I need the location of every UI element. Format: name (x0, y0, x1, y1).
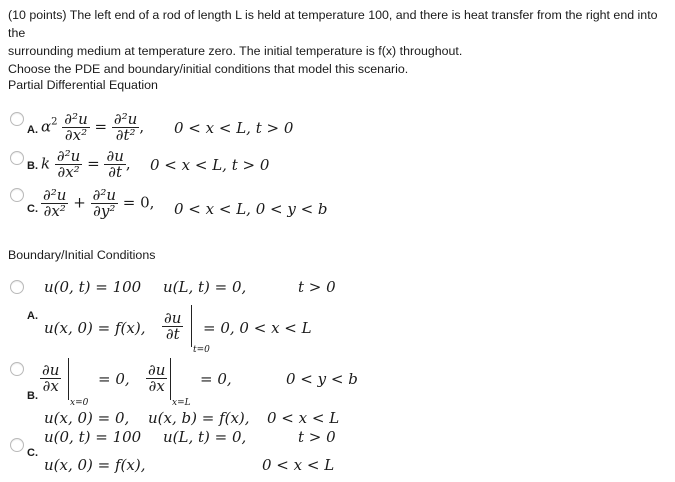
bc-option-a-right-bc: u(L, t) = 0, (163, 278, 247, 296)
bc-option-c-right-bc: u(L, t) = 0, (163, 428, 247, 446)
bc-option-b-eval-sub-left: x=0 (70, 398, 89, 408)
pde-option-a-domain: 0 < x < L, t > 0 (174, 119, 294, 137)
bc-option-b-y-domain: 0 < y < b (286, 370, 358, 388)
pde-option-a-letter: A. (27, 124, 38, 136)
bc-option-a-radio[interactable] (10, 280, 24, 294)
bc-option-b-derivative-right: $\frac{\partial u}{\partial x}$ (148, 361, 166, 395)
bc-option-c-radio[interactable] (10, 438, 24, 452)
bc-option-b-top-bc: u(x, b) = f(x), (148, 409, 250, 427)
bc-option-c-time-domain: t > 0 (298, 428, 336, 446)
bc-option-c-initial-condition: u(x, 0) = f(x), (44, 456, 146, 474)
bc-option-c-x-domain: 0 < x < L (262, 456, 335, 474)
bc-option-a-initial-condition: u(x, 0) = f(x), (44, 319, 146, 337)
bc-section-title: Boundary/Initial Conditions (8, 248, 156, 262)
bc-option-b-letter: B. (27, 390, 38, 402)
question-line-2: surrounding medium at temperature zero. The initial temperature is f(x) throughout. (8, 44, 463, 58)
question-line-1: (10 points) The left end of a rod of length L is held at temperature 100, and there is heat transfer from the right end into the (8, 8, 658, 40)
bc-option-b-bottom-bc: u(x, 0) = 0, (44, 409, 130, 427)
bc-option-b-derivative-left: $\frac{\partial u}{\partial x}$ (42, 361, 60, 395)
bc-option-b-eval-sub-right: x=L (172, 398, 191, 408)
bc-option-b-x-domain: 0 < x < L (267, 409, 340, 427)
pde-option-c-letter: C. (27, 203, 38, 215)
bc-option-b-left-value: = 0, (98, 370, 130, 388)
bc-option-a-letter: A. (27, 310, 38, 322)
bc-option-a-time-domain: t > 0 (298, 278, 336, 296)
bc-option-b-eval-bar-left (68, 358, 69, 400)
bc-option-a-left-bc: u(0, t) = 100 (44, 278, 142, 296)
pde-option-b-radio[interactable] (10, 151, 24, 165)
bc-option-c-left-bc: u(0, t) = 100 (44, 428, 142, 446)
question-line-3: Choose the PDE and boundary/initial conditions that model this scenario. (8, 62, 409, 76)
pde-option-c-domain: 0 < x < L, 0 < y < b (174, 200, 328, 218)
pde-option-b-domain: 0 < x < L, t > 0 (150, 156, 270, 174)
bc-option-b-right-value: = 0, (200, 370, 232, 388)
pde-option-b-letter: B. (27, 160, 38, 172)
question-text (8, 6, 668, 78)
bc-option-a-eval-bar (191, 305, 192, 347)
bc-option-c-letter: C. (27, 447, 38, 459)
bc-option-b-eval-bar-right (170, 358, 171, 400)
bc-option-a-derivative-cond: = 0, 0 < x < L (203, 319, 312, 337)
pde-option-c-radio[interactable] (10, 188, 24, 202)
pde-option-b-equation: k $\frac{\text{∂²u}}{\text{∂x²}}$ = $\frac{\partial u}{\partial t}$ , (41, 147, 131, 181)
bc-option-a-derivative: $\frac{\partial u}{\partial t}$ (164, 309, 182, 343)
pde-section-title: Partial Differential Equation (8, 78, 158, 92)
pde-option-a-equation: $\alpha^2$ $\frac{\text{∂²u}}{\text{∂x²}}$ = $\frac{\text{∂²u}}{\text{∂t²}}$ , (41, 110, 145, 144)
bc-option-a-eval-sub: t=0 (193, 345, 210, 355)
bc-option-b-radio[interactable] (10, 362, 24, 376)
pde-option-c-equation: $\frac{\text{∂²u}}{\text{∂x²}}$ + $\frac{\text{∂²u}}{\text{∂y²}}$ = 0, (43, 186, 155, 220)
pde-option-a-radio[interactable] (10, 112, 24, 126)
